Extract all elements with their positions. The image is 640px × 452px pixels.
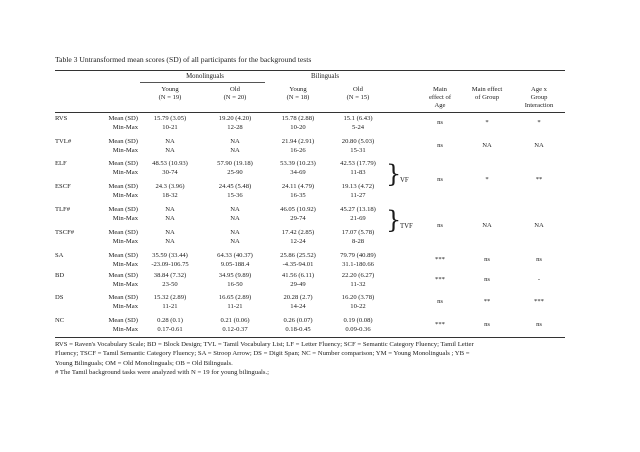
- brace-vf-label: VF: [400, 177, 409, 184]
- monolinguals-underline: [140, 82, 265, 83]
- note-line-1: RVS = Raven's Vocabulary Scale; BD = Block Design; TVL = Tamil Vocabulary List; LF = Letter Fluency; SCF = Semantic Category Fluency; Tamil Letter: [55, 341, 474, 348]
- interaction-effect: *: [537, 119, 541, 126]
- stat-label-minmax: Min-Max: [112, 146, 138, 154]
- bi-young-minmax: 29-74: [290, 214, 306, 222]
- bi-old-mean: 19.13 (4.72): [341, 183, 375, 190]
- mono-young-minmax: 30-74: [162, 168, 178, 176]
- mono-old-mean: 0.21 (0.06): [220, 317, 250, 324]
- header-bilinguals: Bilinguals: [311, 73, 339, 80]
- header-mono-young: [140, 86, 200, 102]
- bi-young-minmax: 14-24: [290, 302, 306, 310]
- mono-young-n: (N = 19): [158, 94, 182, 101]
- age-effect: ***: [435, 276, 445, 283]
- age-effect: ns: [437, 298, 443, 305]
- mono-old-minmax: 15-36: [227, 191, 243, 199]
- header-mono-old: [205, 86, 265, 102]
- age-effect: ***: [435, 256, 445, 263]
- stat-label-mean: Mean (SD): [108, 183, 138, 190]
- bi-old-minmax: 21-69: [350, 214, 366, 222]
- brace-tvf-label: TVF: [400, 223, 413, 230]
- mono-young-minmax: 0.17-0.61: [157, 325, 183, 333]
- bi-young-minmax: 0.18-0.45: [285, 325, 311, 333]
- mono-old-minmax: NA: [230, 146, 240, 154]
- mono-old-minmax: 9.05-188.4: [220, 260, 250, 268]
- group-line-1: Main effect: [471, 86, 503, 93]
- test-name: BD: [55, 272, 65, 279]
- bi-old-minmax: 0.09-0.36: [345, 325, 371, 333]
- stat-label-minmax: Min-Max: [112, 123, 138, 131]
- bi-old-minmax: 11-83: [350, 168, 366, 176]
- header-monolinguals: Monolinguals: [186, 73, 224, 80]
- mono-old-mean: NA: [230, 138, 240, 145]
- bi-old-mean: 42.53 (17.79): [340, 160, 376, 167]
- age-line-3: Age: [434, 102, 446, 109]
- bi-young-mean: 20.28 (2.7): [283, 294, 313, 301]
- age-line-2: effect of: [428, 94, 452, 101]
- bi-young-mean: 24.11 (4.79): [281, 183, 315, 190]
- interaction-line-1: Age x: [531, 86, 547, 93]
- test-name: DS: [55, 294, 64, 301]
- age-effect: ns: [437, 222, 443, 229]
- mono-young-minmax: 11-21: [162, 302, 178, 310]
- mono-old-minmax: 0.12-0.37: [222, 325, 248, 333]
- bi-young-mean: 53.39 (10.23): [280, 160, 316, 167]
- bi-old-label: Old: [353, 86, 363, 93]
- age-effect: ns: [437, 176, 443, 183]
- test-name: TLF#: [55, 206, 71, 213]
- bi-young-mean: 0.26 (0.07): [283, 317, 313, 324]
- bi-old-minmax: 15-31: [350, 146, 366, 154]
- header-interaction: [514, 86, 564, 110]
- brace-tvf: }: [386, 206, 402, 234]
- note-line-3: Young Bilinguals; OM = Old Monolinguals; OB = Old Bilinguals.: [55, 359, 233, 367]
- bi-old-mean: 20.80 (5.03): [341, 138, 375, 145]
- stat-label-mean: Mean (SD): [108, 294, 138, 301]
- bi-young-minmax: 12-24: [290, 237, 306, 245]
- group-effect: **: [483, 298, 491, 305]
- mono-old-minmax: 25-90: [227, 168, 243, 176]
- mono-old-minmax: NA: [230, 214, 240, 222]
- stat-label-minmax: Min-Max: [112, 237, 138, 245]
- mono-old-mean: 34.95 (9.89): [218, 272, 252, 279]
- bi-young-minmax: 16-35: [290, 191, 306, 199]
- bi-young-label: Young: [289, 86, 307, 93]
- stat-label-minmax: Min-Max: [112, 168, 138, 176]
- bi-young-n: (N = 18): [286, 94, 310, 101]
- bi-old-mean: 22.20 (6.27): [341, 272, 375, 279]
- bi-old-minmax: 11-27: [350, 191, 366, 199]
- group-line-2: of Group: [475, 94, 499, 101]
- stat-label-mean: Mean (SD): [108, 252, 138, 259]
- bi-old-mean: 0.19 (0.08): [343, 317, 373, 324]
- interaction-effect: ns: [536, 321, 542, 328]
- mono-young-mean: NA: [165, 206, 175, 213]
- test-name: RVS: [55, 115, 68, 122]
- interaction-effect: ns: [536, 256, 542, 263]
- stat-label-mean: Mean (SD): [108, 206, 138, 213]
- interaction-line-2: Group: [530, 94, 548, 101]
- mono-young-minmax: NA: [165, 237, 175, 245]
- bi-young-mean: 17.42 (2.85): [281, 229, 315, 236]
- stat-label-minmax: Min-Max: [112, 325, 138, 333]
- table-notes: [55, 340, 575, 378]
- age-line-1: Main: [433, 86, 447, 93]
- test-name: ELF: [55, 160, 67, 167]
- stat-label-minmax: Min-Max: [112, 214, 138, 222]
- bi-young-mean: 41.56 (6.11): [281, 272, 315, 279]
- mono-young-mean: 24.3 (3.96): [155, 183, 185, 190]
- test-name: TSCF#: [55, 229, 75, 236]
- mono-old-minmax: NA: [230, 237, 240, 245]
- stat-label-mean: Mean (SD): [108, 317, 138, 324]
- mono-young-minmax: 10-21: [162, 123, 178, 131]
- test-name: NC: [55, 317, 65, 324]
- test-name: SA: [55, 252, 64, 259]
- mono-young-mean: NA: [165, 229, 175, 236]
- mono-old-mean: 16.65 (2.89): [218, 294, 252, 301]
- age-effect: ns: [437, 142, 443, 149]
- bi-old-mean: 16.20 (3.78): [341, 294, 375, 301]
- mono-old-minmax: 11-21: [227, 302, 243, 310]
- mono-old-mean: NA: [230, 229, 240, 236]
- bottom-rule: [55, 337, 565, 338]
- bi-old-minmax: 31.1-180.66: [342, 260, 374, 268]
- bi-old-minmax: 5-24: [351, 123, 365, 131]
- age-effect: ***: [435, 321, 445, 328]
- mono-young-minmax: 18-32: [162, 191, 178, 199]
- bi-young-minmax: 34-69: [290, 168, 306, 176]
- bi-young-minmax: 29-49: [290, 280, 306, 288]
- mono-old-mean: 64.33 (40.37): [217, 252, 253, 259]
- stat-label-minmax: Min-Max: [112, 260, 138, 268]
- group-effect: *: [485, 176, 489, 183]
- header-bi-old: [328, 86, 388, 102]
- group-effect: NA: [482, 222, 492, 229]
- mono-old-label: Old: [230, 86, 240, 93]
- group-effect: *: [485, 119, 489, 126]
- group-effect: ns: [484, 321, 490, 328]
- stat-label-minmax: Min-Max: [112, 302, 138, 310]
- interaction-effect: **: [535, 176, 543, 183]
- mono-old-mean: 57.90 (19.18): [217, 160, 253, 167]
- note-line-2: Fluency; TSCF = Tamil Semantic Category Fluency; SA = Stroop Arrow; DS = Digit Span; NC = Number comparison; YM = Young Monolinguals ; YB =: [55, 350, 470, 358]
- table-title: Table 3 Untransformed mean scores (SD) of all participants for the background tests: [55, 55, 312, 64]
- top-rule: [55, 70, 565, 71]
- mono-young-mean: 35.59 (33.44): [152, 252, 188, 259]
- mono-old-minmax: 16-50: [227, 280, 243, 288]
- stat-label-mean: Mean (SD): [108, 160, 138, 167]
- mono-young-mean: 38.84 (7.32): [153, 272, 187, 279]
- mono-old-mean: 19.20 (4.20): [218, 115, 252, 122]
- mono-young-mean: 15.32 (2.89): [153, 294, 187, 301]
- header-age-effect: [418, 86, 462, 110]
- bi-young-mean: 46.05 (10.92): [280, 206, 316, 213]
- bi-old-n: (N = 15): [346, 94, 370, 101]
- mono-young-minmax: NA: [165, 214, 175, 222]
- note-line-4: # The Tamil background tasks were analyzed with N = 19 for young bilinguals.;: [55, 369, 270, 377]
- bi-old-mean: 45.27 (13.18): [340, 206, 376, 213]
- mono-young-minmax: NA: [165, 146, 175, 154]
- stat-label-mean: Mean (SD): [108, 229, 138, 236]
- mono-young-mean: 15.79 (3.05): [153, 115, 187, 122]
- stat-label-mean: Mean (SD): [108, 115, 138, 122]
- mono-old-n: (N = 20): [223, 94, 247, 101]
- mono-old-minmax: 12-28: [227, 123, 243, 131]
- brace-vf: }: [386, 160, 402, 188]
- interaction-effect: NA: [534, 222, 544, 229]
- bi-old-mean: 79.79 (40.89): [340, 252, 376, 259]
- interaction-effect: ***: [534, 298, 544, 305]
- stat-label-mean: Mean (SD): [108, 138, 138, 145]
- bi-old-mean: 17.07 (5.78): [341, 229, 375, 236]
- bi-young-minmax: 10-20: [290, 123, 306, 131]
- header-bi-young: [268, 86, 328, 102]
- interaction-line-3: Interaction: [524, 102, 554, 109]
- header-rule: [55, 112, 565, 113]
- bi-young-mean: 25.86 (25.52): [280, 252, 316, 259]
- group-effect: ns: [484, 276, 490, 283]
- stat-label-minmax: Min-Max: [112, 280, 138, 288]
- mono-young-mean: 0.28 (0.1): [157, 317, 183, 324]
- mono-young-minmax: 23-50: [162, 280, 178, 288]
- mono-young-minmax: -23.09-106.75: [151, 260, 189, 268]
- test-name: TVL#: [55, 138, 72, 145]
- interaction-effect: -: [537, 276, 541, 283]
- bi-old-minmax: 8-28: [351, 237, 365, 245]
- header-group-effect: [462, 86, 512, 102]
- interaction-effect: NA: [534, 142, 544, 149]
- mono-young-mean: NA: [165, 138, 175, 145]
- age-effect: ns: [437, 119, 443, 126]
- mono-young-mean: 48.53 (10.93): [152, 160, 188, 167]
- bi-young-minmax: 16-26: [290, 146, 306, 154]
- bi-old-mean: 15.1 (6.43): [343, 115, 373, 122]
- stat-label-mean: Mean (SD): [108, 272, 138, 279]
- group-effect: NA: [482, 142, 492, 149]
- bi-old-minmax: 11-32: [350, 280, 366, 288]
- mono-old-mean: NA: [230, 206, 240, 213]
- stat-label-minmax: Min-Max: [112, 191, 138, 199]
- group-effect: ns: [484, 256, 490, 263]
- mono-old-mean: 24.45 (5.48): [218, 183, 252, 190]
- test-name: ESCF: [55, 183, 71, 190]
- bi-old-minmax: 10-22: [350, 302, 366, 310]
- bi-young-minmax: -4.35-94.01: [282, 260, 314, 268]
- bi-young-mean: 15.78 (2.88): [281, 115, 315, 122]
- mono-young-label: Young: [161, 86, 179, 93]
- bi-young-mean: 21.94 (2.91): [281, 138, 315, 145]
